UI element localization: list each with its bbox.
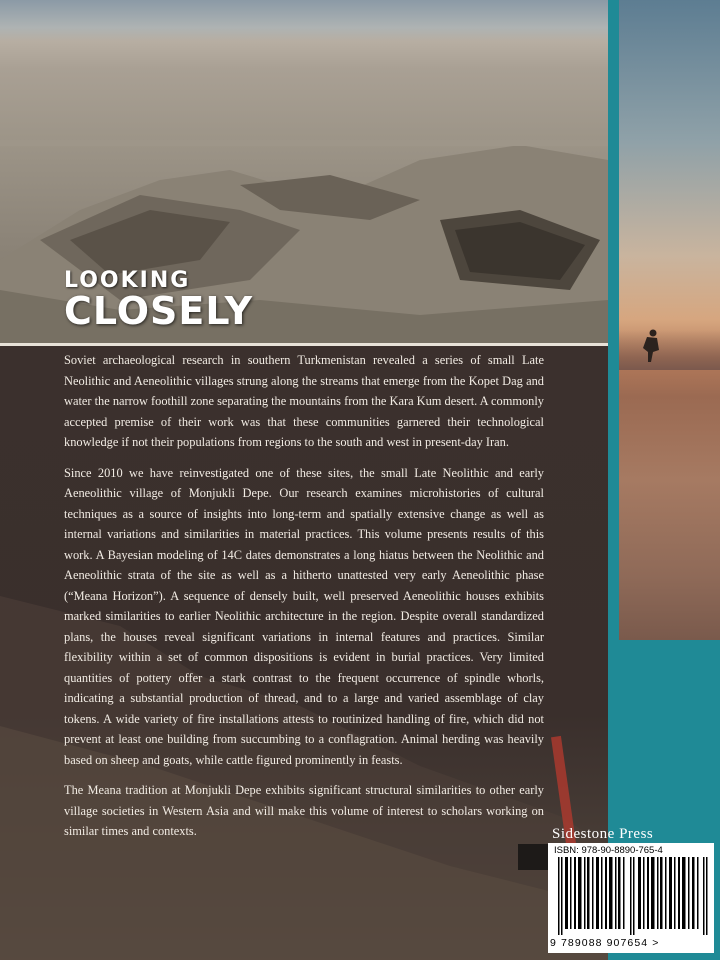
publisher-name: Sidestone Press xyxy=(552,826,654,842)
synopsis-paragraph-1: Soviet archaeological research in southern Turkmenistan revealed a series of small Late Neolithic and Aeneolithic villages strung along the streams that emerge from the Kopet Dag and water the narrow foothill zone separating the mountains from the Kara Kum desert. A commonly accepted premise of their work was that these communities garnered their technological knowledge if not their populations from regions to the south and west in present-day Iran. xyxy=(64,353,545,449)
excavator-figure-icon xyxy=(639,328,661,364)
side-photo-hills xyxy=(619,330,720,370)
side-photo-excavator xyxy=(619,0,720,640)
isbn-label: ISBN: 978-90-8890-765-4 xyxy=(554,845,663,856)
cover-title xyxy=(64,270,253,332)
isbn-barcode-digits: 9 789088 907654 > xyxy=(550,937,660,949)
title-line-closely: CLOSELY xyxy=(64,289,254,333)
isbn-barcode-box xyxy=(548,843,714,953)
synopsis-paragraph-3: The Meana tradition at Monjukli Depe exhibits significant structural similarities to other early village societies in Western Asia and will make this volume of interest to scholars working on similar times and contexts. xyxy=(64,783,544,838)
synopsis-text xyxy=(64,350,544,852)
title-line-looking: LOOKING xyxy=(64,268,191,293)
synopsis-paragraph-2: Since 2010 we have reinvestigated one of these sites, the small Late Neolithic and early Aeneolithic village of Monjukli Depe. Our research examines microhistories of cultural techniques as a source of insights into long-term and spatially extensive change as well as internal variations and similarities in material practices. This volume presents results of this work. A Bayesian modeling of 14C dates demonstrates a long hiatus between the Neolithic and Aeneolithic strata of the site as well as a hitherto unattested very early Aeneolithic phase (“Meana Horizon”). A sequence of densely built, well preserved Aeneolithic houses exhibits marked similarities to earlier Neolithic architecture in the region. Despite overall standardized plans, the houses reveal significant variations in internal features and practices. Similar flexibility within a set of common dispositions is evident in burial practices. Very limited quantities of pottery offer a stark contrast to the frequent occurrence of spindle whorls, indicating a substantial production of thread, and to a large and varied assemblage of clay tokens. A wide variety of fire installations attests to routinized handling of fire, which did not prevent at least one building from succumbing to a conflagration. Animal herding was heavily based on sheep and goats, while cattle figured prominently in feasts. xyxy=(64,465,544,767)
excavation-site-photo xyxy=(0,0,608,345)
barcode-icon xyxy=(558,857,708,935)
